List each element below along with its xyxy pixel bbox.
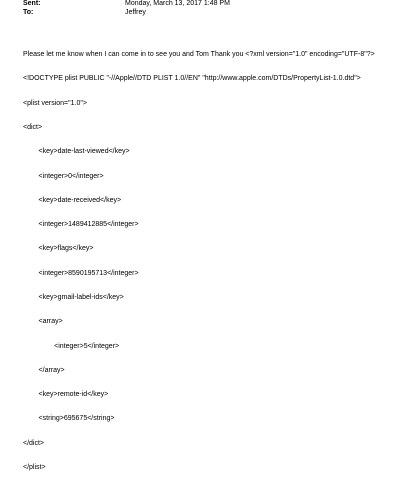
body-line: <key>date-received</key> bbox=[23, 196, 122, 204]
body-line: </dict> bbox=[23, 439, 45, 447]
body-line: <dict> bbox=[23, 124, 43, 132]
body-line: <integer>8590195713</integer> bbox=[23, 269, 139, 277]
email-body bbox=[23, 35, 393, 488]
body-line: </array> bbox=[23, 366, 65, 374]
sent-value: Monday, March 13, 2017 1:48 PM bbox=[125, 0, 230, 7]
body-line: <array> bbox=[23, 318, 63, 326]
body-line: Please let me know when I can come in to see you and Tom Thank you <?xml version="1.0" encoding="UTF-8"?> bbox=[23, 51, 375, 59]
to-row bbox=[23, 9, 146, 17]
body-line: <key>flags</key> bbox=[23, 245, 94, 253]
body-line: <plist version="1.0"> bbox=[23, 99, 87, 107]
body-line: <integer>0</integer> bbox=[23, 172, 104, 180]
body-line: <integer>5</integer> bbox=[23, 342, 120, 350]
body-line: <string>695675</string> bbox=[23, 415, 115, 423]
body-line: <key>gmail-label-ids</key> bbox=[23, 294, 124, 301]
to-value: Jeffrey bbox=[125, 9, 146, 16]
body-line: <integer>1489412885</integer> bbox=[23, 221, 139, 229]
body-line: <!DOCTYPE plist PUBLIC "-//Apple//DTD PLIST 1.0//EN" "http://www.apple.com/DTDs/PropertyList-1.0.dtd"> bbox=[23, 75, 361, 83]
sent-label: Sent: bbox=[23, 0, 41, 7]
sent-row bbox=[23, 0, 230, 8]
to-label: To: bbox=[23, 9, 34, 16]
body-line: </plist> bbox=[23, 463, 46, 471]
body-line: <key>remote-id</key> bbox=[23, 391, 109, 399]
body-line: <key>date-last-viewed</key> bbox=[23, 148, 130, 156]
